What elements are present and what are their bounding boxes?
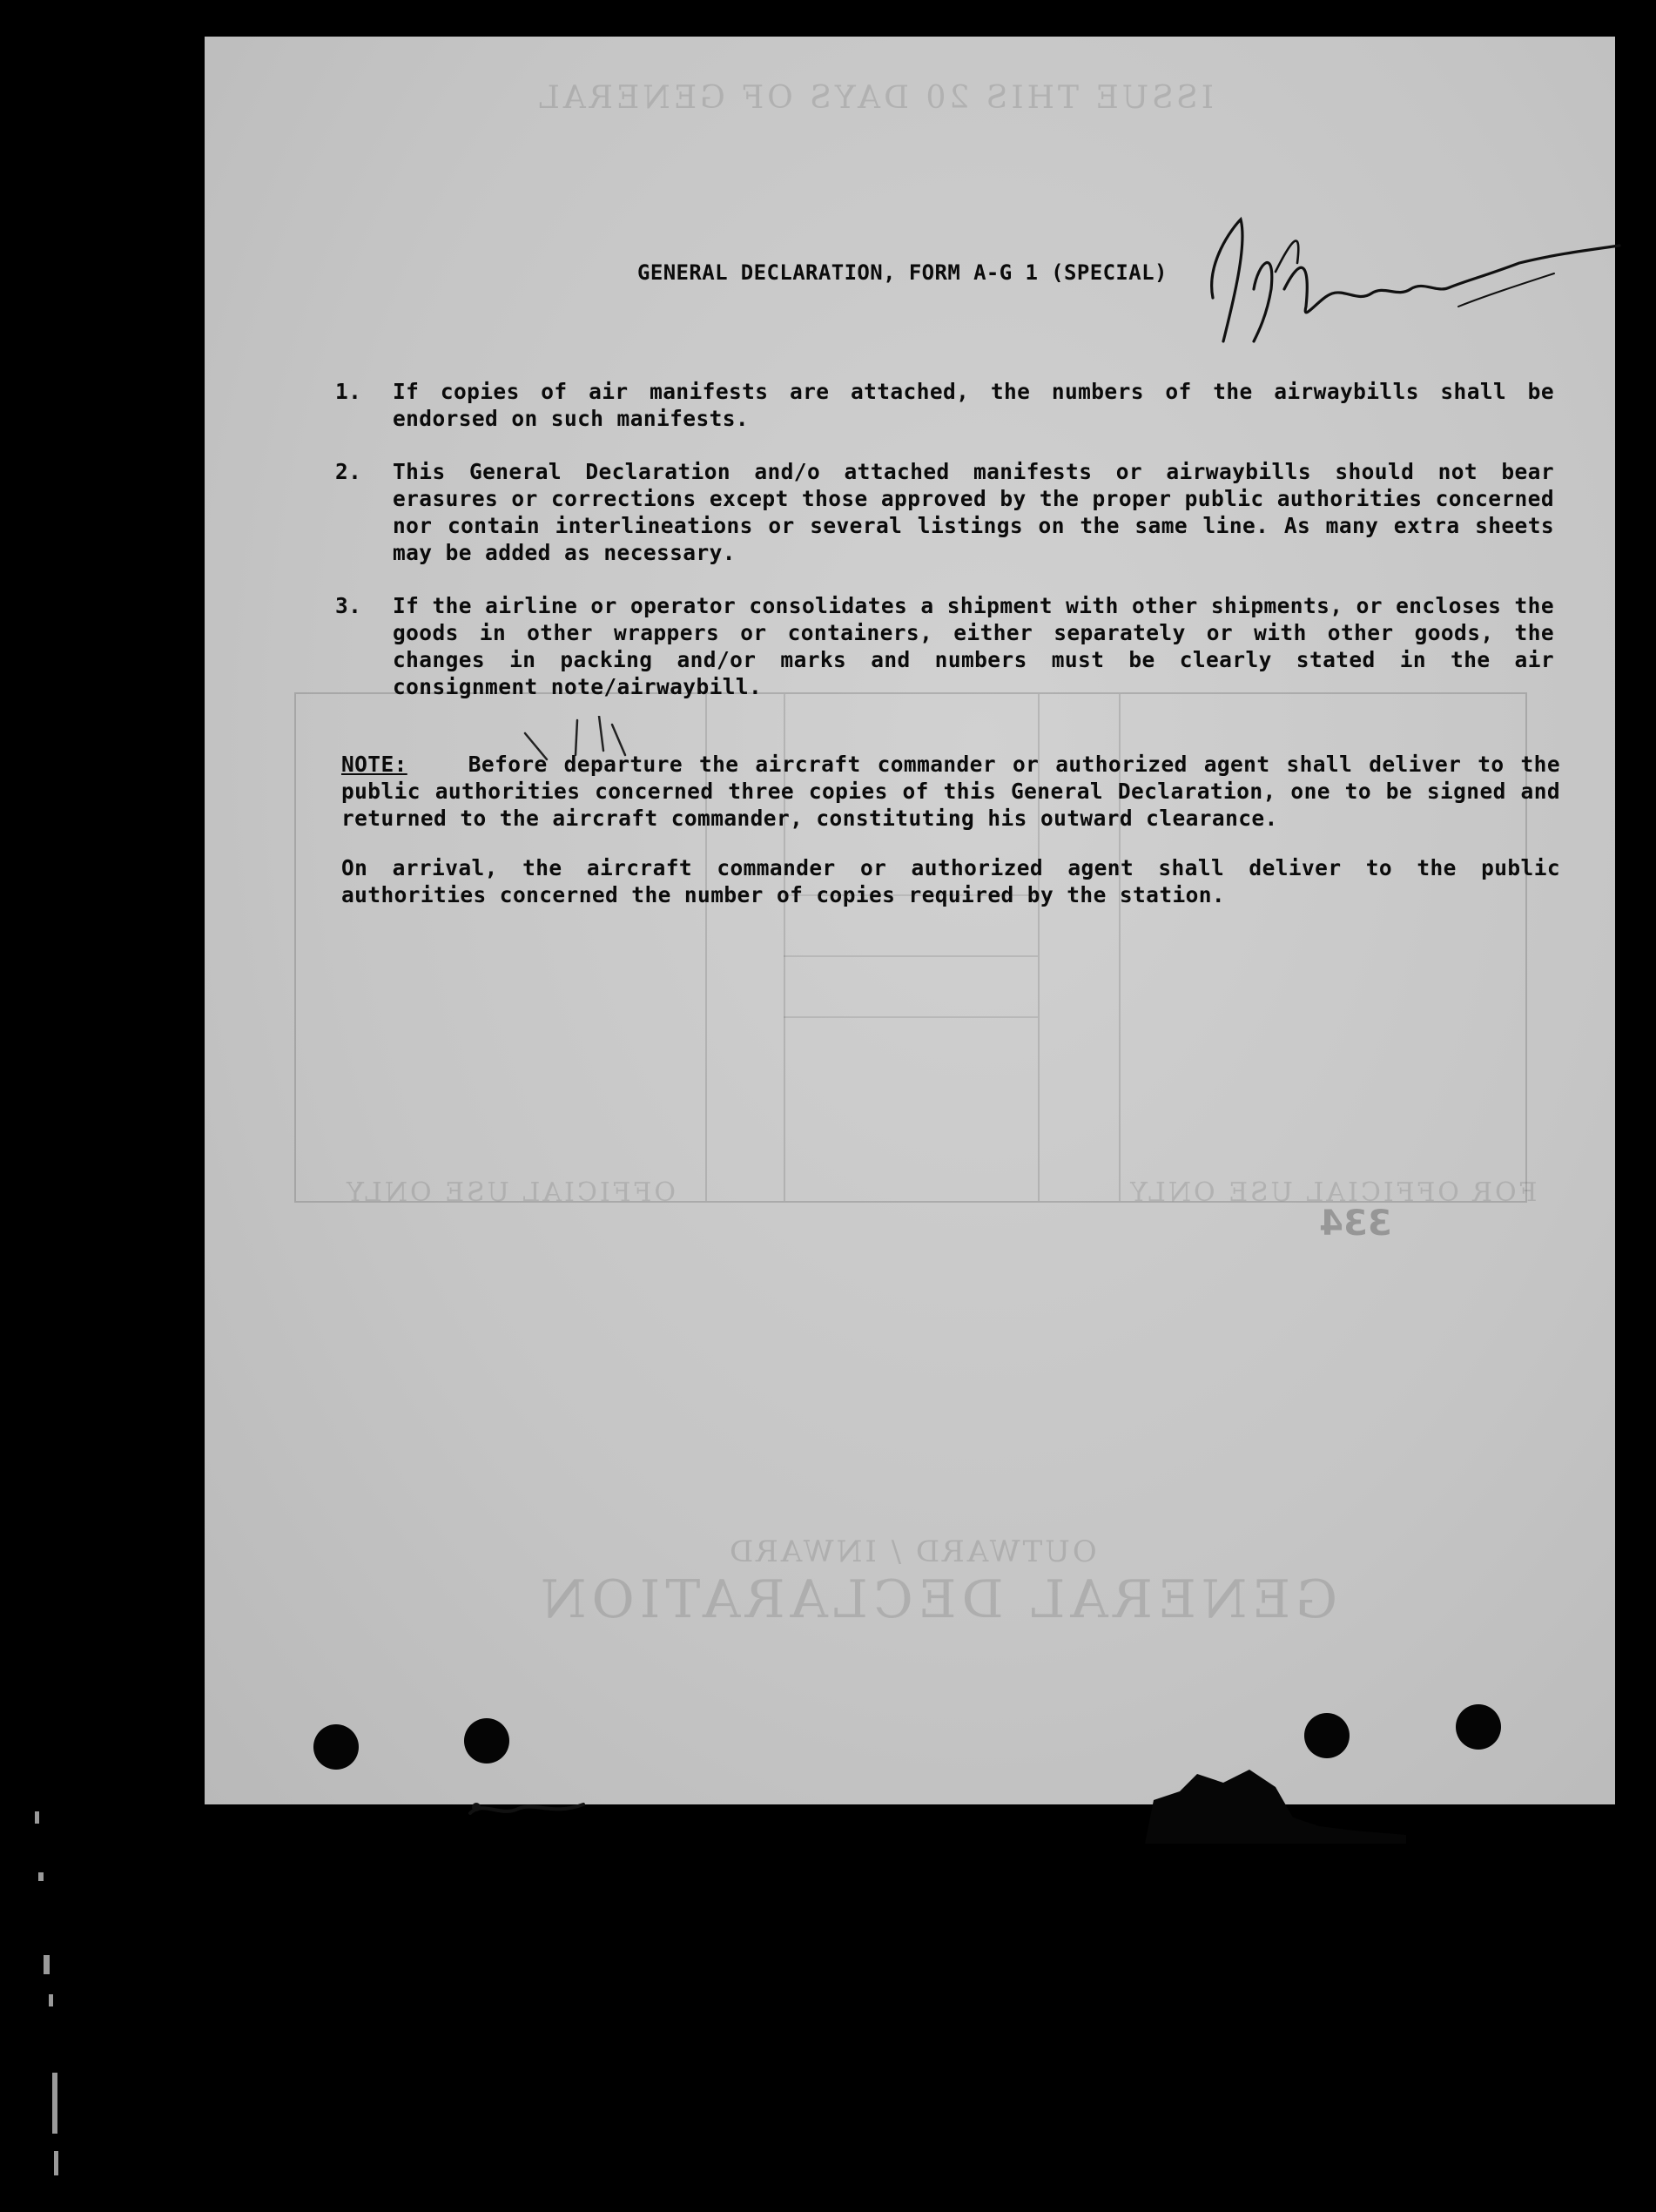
scan-speck xyxy=(54,2151,58,2175)
scan-speck xyxy=(35,1811,39,1824)
ink-smudge xyxy=(466,1791,588,1826)
show-through-rule xyxy=(784,1016,1038,1018)
scan-speck xyxy=(44,1955,50,1974)
show-through-heading: ISSUE THIS 20 DAYS OF GENERAL xyxy=(535,80,1214,116)
document-sheet xyxy=(205,37,1615,1804)
punch-hole xyxy=(464,1718,509,1764)
instruction-item xyxy=(335,458,1554,566)
instruction-number: 3. xyxy=(335,593,362,618)
show-through-rule xyxy=(784,955,1038,957)
instruction-item xyxy=(335,378,1554,432)
instruction-number: 2. xyxy=(335,459,362,484)
show-through-heading: GENERAL DECLARATION xyxy=(535,1569,1338,1630)
note-text: Before departure the aircraft commander or authorized agent shall deliver to the public authorities concerned three copies of this General Declaration, one to be signed and returned to the aircraft commander, constituting his outward clearance. xyxy=(341,752,1560,831)
note-block xyxy=(341,751,1560,908)
form-title: GENERAL DECLARATION, FORM A-G 1 (SPECIAL) xyxy=(637,260,1168,285)
handwritten-signature xyxy=(1171,211,1624,359)
instruction-text: This General Declaration and/o attached manifests or airwaybills should not bear erasures or corrections except those approved by the proper public authorities concerned nor contain interlineations or several listings on the same line. As many extra sheets may be added as necessary. xyxy=(393,459,1554,565)
show-through-text: OFFICIAL USE ONLY xyxy=(344,1177,676,1208)
instruction-item xyxy=(335,592,1554,700)
scan-speck xyxy=(49,1994,53,2006)
scan-speck xyxy=(52,2073,57,2134)
arrival-paragraph: On arrival, the aircraft commander or authorized agent shall deliver to the public authorities concerned the number of copies required by the station. xyxy=(341,855,1560,907)
punch-hole xyxy=(1456,1704,1501,1750)
scan-speck xyxy=(38,1872,44,1881)
show-through-stamp-number: 334 xyxy=(1319,1204,1392,1244)
torn-edge-mark xyxy=(1145,1765,1406,1844)
note-label: NOTE: xyxy=(341,752,407,777)
show-through-text: FOR OFFICIAL USE ONLY xyxy=(1128,1177,1538,1208)
instruction-number: 1. xyxy=(335,379,362,404)
punch-hole xyxy=(313,1724,359,1770)
instruction-text: If the airline or operator consolidates a shipment with other shipments, or encloses the goods in other wrappers or containers, either separately or with other goods, the changes in packing and/or marks and numbers must be clearly stated in the air consignment note/airwaybill. xyxy=(393,593,1554,699)
pencil-tick-marks xyxy=(516,716,638,768)
instruction-text: If copies of air manifests are attached, the numbers of the airwaybills shall be endorsed on such manifests. xyxy=(393,379,1554,431)
punch-hole xyxy=(1304,1713,1350,1758)
show-through-subheading: OUTWARD / INWARD xyxy=(727,1534,1097,1569)
